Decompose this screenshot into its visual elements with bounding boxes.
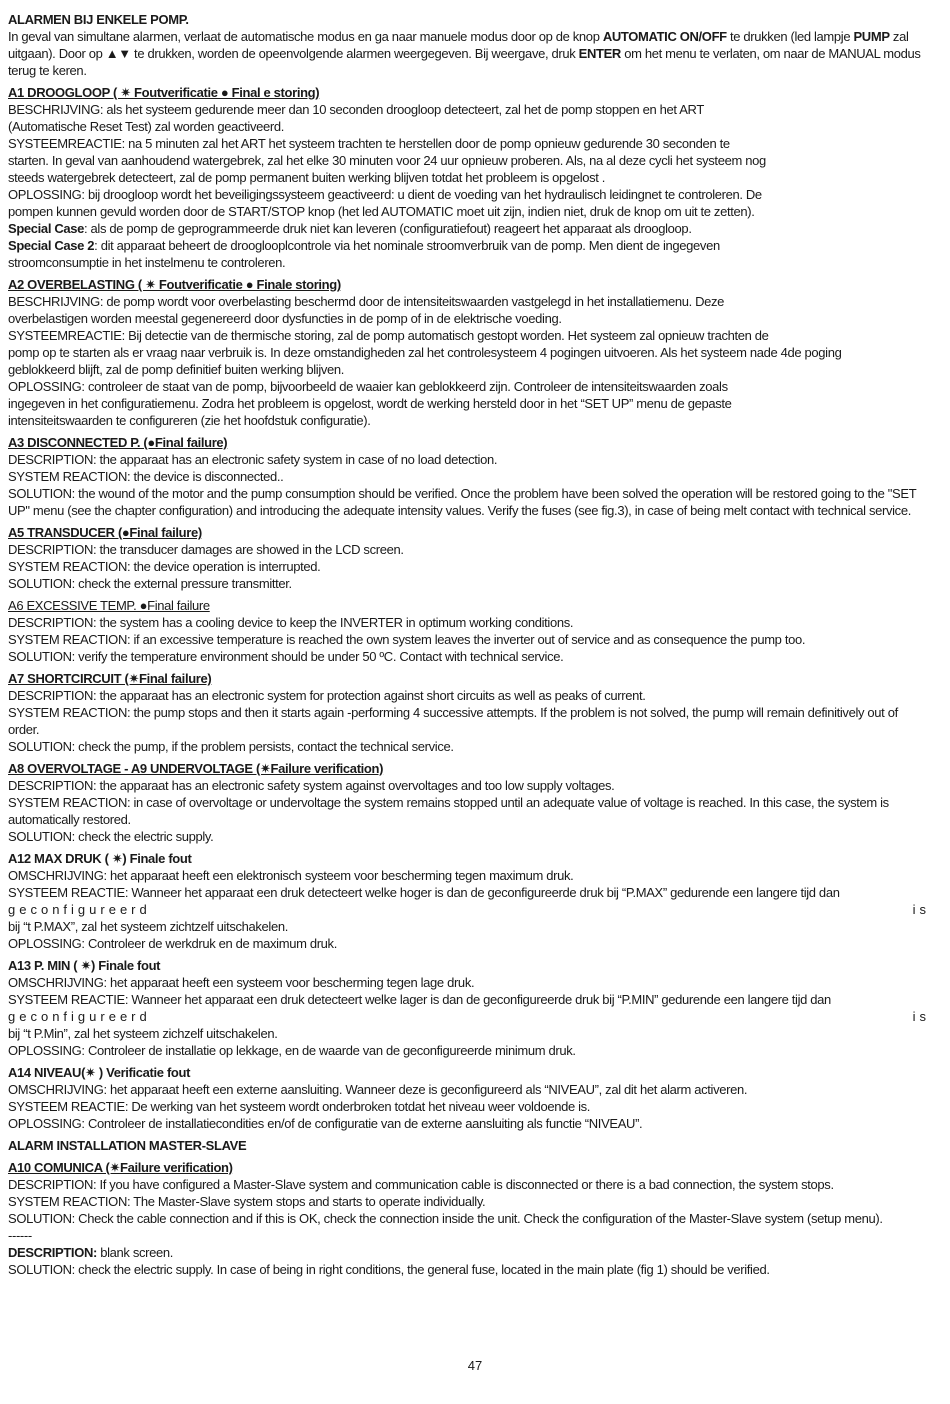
section-a13-heading: A13 P. MIN ( ✷) Finale fout [8,958,161,973]
description-text: blank screen. [96,1245,174,1260]
page-title: ALARMEN BIJ ENKELE POMP. [8,12,189,27]
a8-line: SYSTEM REACTION: in case of overvoltage or undervoltage the system remains stopped until an adequate value of voltage is reached. In this case, the system is automatically restored. [8,795,889,827]
a1-line: starten. In geval van aanhoudend watergebrek, zal het elke 30 minuten voor 24 uur opnieuw proberen. Als, na al deze cycli het systeem nog [8,153,766,168]
a1-line: BESCHRIJVING: als het systeem gedurende meer dan 10 seconden droogloop detecteert, zal het de pomp stoppen en het ART [8,102,704,117]
a14-line: OMSCHRIJVING: het apparaat heeft een externe aansluiting. Wanneer deze is geconfigureerd als “NIVEAU”, zal dit het alarm activeren. [8,1082,748,1097]
a1-special-case-1 [8,220,930,237]
section-a14 [8,1064,930,1132]
section-a2-heading: A2 OVERBELASTING ( ✷ Foutverificatie ● Finale storing) [8,277,341,292]
a6-line: SOLUTION: verify the temperature environment should be under 50 ºC. Contact with technical service. [8,649,564,664]
a2-line: BESCHRIJVING: de pomp wordt voor overbelasting beschermd door de intensiteitswaarden vastgelegd in het installatiemenu. Deze [8,294,725,309]
section-a10 [8,1159,930,1278]
master-slave-title: ALARM INSTALLATION MASTER-SLAVE [8,1138,247,1153]
a5-line: SYSTEM REACTION: the device operation is interrupted. [8,559,321,574]
section-a2 [8,276,930,429]
a2-line: overbelastigen worden meestal gegenereerd door dysfuncties in de pomp of in de elektrische voeding. [8,311,562,326]
a3-line: SYSTEM REACTION: the device is disconnected.. [8,469,284,484]
spread-word: geconfigureerd [8,1009,151,1024]
a1-line: pompen kunnen gevuld worden door de START/STOP knop (het led AUTOMATIC moet uit zijn, indien niet, druk de knop om uit te zetten). [8,204,755,219]
section-a12 [8,850,930,952]
a1-line: steeds watergebrek detecteert, zal de pomp permanent buiten werking blijven totdat het probleem is opgelost . [8,170,606,185]
a1-line: stroomconsumptie in het instelmenu te controleren. [8,255,286,270]
section-a6-heading: A6 EXCESSIVE TEMP. ●Final failure [8,598,210,613]
section-a3-heading: A3 DISCONNECTED P. (●Final failure) [8,435,228,450]
a3-line: SOLUTION: the wound of the motor and the pump consumption should be verified. Once the problem have been solved the operation will be restored going to the "SET UP" menu (see the chapter configuration) and introducing the adequate intensity values. Verify the fuses (see fig.3), in case of being melt contact with technical service. [8,486,917,518]
a2-line: ingegeven in het configuratiemenu. Zodra het probleem is opgelost, wordt de werking hersteld door in het “SET UP” menu de gepaste [8,396,732,411]
special-case-2-text: : dit apparaat beheert de drooglooplcontrole via het nominale stroomverbruik van de pomp. Men dient de ingegeven [94,238,720,253]
a2-line: OPLOSSING: controleer de staat van de pomp, bijvoorbeeld de waaier kan geblokkeerd zijn. Controleer de intensiteitswaarden zoals [8,379,728,394]
description-label: DESCRIPTION: [8,1245,97,1260]
a12-line: OMSCHRIJVING: het apparaat heeft een elektronisch systeem voor bescherming tegen maximum druk. [8,868,574,883]
a1-special-case-2 [8,237,930,254]
page-number: 47 [467,1358,483,1373]
a12-line: SYSTEEM REACTIE: Wanneer het apparaat een druk detecteert welke hoger is dan de geconfigureerde druk bij “P.MAX” gedurende een langere tijd dan [8,885,840,900]
section-a1 [8,84,930,271]
a1-line: OPLOSSING: bij droogloop wordt het beveiligingssysteem geactiveerd: u dient de voeding van het hydraulisch leidingnet te controleren. De [8,187,762,202]
section-master-slave [8,1137,930,1154]
spread-end: is [912,902,930,917]
a2-line: geblokkeerd blijft, zal de pomp definitief buiten werking blijven. [8,362,345,377]
special-case-2-label: Special Case 2 [8,238,95,253]
section-a7 [8,670,930,755]
section-a14-heading: A14 NIVEAU(✷ ) Verificatie fout [8,1065,191,1080]
section-a12-heading: A12 MAX DRUK ( ✷) Finale fout [8,851,192,866]
a10-line: SYSTEM REACTION: The Master-Slave system stops and starts to operate individually. [8,1194,486,1209]
a14-line: OPLOSSING: Controleer de installatiecondities en/of de configuratie van de externe aansluiting als functie “NIVEAU”. [8,1116,643,1131]
a6-line: SYSTEM REACTION: if an excessive temperature is reached the own system leaves the inverter out of service and as consequence the pump too. [8,632,806,647]
section-a8-a9 [8,760,930,845]
section-a13 [8,957,930,1059]
blank-screen-description [8,1244,930,1261]
intro-text-4: om het menu te verlaten, om naar de MANUAL modus terug te keren. [8,46,921,78]
spread-end: is [912,1009,930,1024]
section-a10-heading: A10 COMUNICA (✷Failure verification) [8,1160,233,1175]
section-a3 [8,434,930,519]
intro-bold-automatic: AUTOMATIC ON/OFF [602,29,727,44]
a14-line: SYSTEEM REACTIE: De werking van het systeem wordt onderbroken totdat het niveau weer voldoende is. [8,1099,591,1114]
blank-screen-solution: SOLUTION: check the electric supply. In case of being in right conditions, the general fuse, located in the main plate (fig 1) should be verified. [8,1262,770,1277]
a6-line: DESCRIPTION: the system has a cooling device to keep the INVERTER in optimum working conditions. [8,615,574,630]
section-a5-heading: A5 TRANSDUCER (●Final failure) [8,525,202,540]
a7-line: SYSTEM REACTION: the pump stops and then it starts again -performing 4 successive attempts. If the problem is not solved, the pump will remain definitively out of order. [8,705,898,737]
intro-paragraph [8,28,930,79]
a2-line: SYSTEEMREACTIE: Bij detectie van de thermische storing, zal de pomp automatisch gestopt worden. Het systeem zal opnieuw trachten de [8,328,769,343]
intro-text-3: zal uitgaan). Door op ▲▼ te drukken, worden de opeenvolgende alarmen weergegeven. Bij weergave, druk [8,29,909,61]
a1-line: (Automatische Reset Test) zal worden geactiveerd. [8,119,284,134]
a10-line: DESCRIPTION: If you have configured a Master-Slave system and communication cable is disconnected or there is a bad connection, the system stops. [8,1177,834,1192]
separator-line: ------ [8,1228,32,1243]
a7-line: DESCRIPTION: the apparaat has an electronic system for protection against short circuits as well as peaks of current. [8,688,646,703]
a13-line: SYSTEEM REACTIE: Wanneer het apparaat een druk detecteert welke lager is dan de geconfigureerde druk bij “P.MIN” gedurende een langere tijd dan [8,992,831,1007]
intro-text-1: In geval van simultane alarmen, verlaat de automatische modus en ga naar manuele modus door op de knop [8,29,603,44]
intro-bold-pump: PUMP [853,29,890,44]
a10-line: SOLUTION: Check the cable connection and if this is OK, check the connection inside the unit. Check the configuration of the Master-Slave system (setup menu). [8,1211,883,1226]
a5-line: SOLUTION: check the external pressure transmitter. [8,576,292,591]
a13-line: OPLOSSING: Controleer de installatie op lekkage, en de waarde van de geconfigureerde minimum druk. [8,1043,576,1058]
a12-justified-line [8,901,930,918]
a1-line: SYSTEEMREACTIE: na 5 minuten zal het ART het systeem trachten te herstellen door de pomp opnieuw gedurende 30 seconden te [8,136,730,151]
a13-line: OMSCHRIJVING: het apparaat heeft een systeem voor bescherming tegen lage druk. [8,975,475,990]
section-a7-heading: A7 SHORTCIRCUIT (✷Final failure) [8,671,212,686]
a2-line: intensiteitswaarden te configureren (zie het hoofdstuk configuratie). [8,413,371,428]
a3-line: DESCRIPTION: the apparaat has an electronic safety system in case of no load detection. [8,452,498,467]
a12-line: bij “t P.MAX”, zal het systeem zichtzelf uitschakelen. [8,919,288,934]
spread-word: geconfigureerd [8,902,151,917]
intro-bold-enter: ENTER [578,46,621,61]
section-a6 [8,597,930,665]
a13-justified-line [8,1008,930,1025]
intro-text-2: te drukken (led lampje [726,29,854,44]
a13-line: bij “t P.Min”, zal het systeem zichzelf uitschakelen. [8,1026,278,1041]
a12-line: OPLOSSING: Controleer de werkdruk en de maximum druk. [8,936,337,951]
document-page [8,11,930,1278]
a5-line: DESCRIPTION: the transducer damages are showed in the LCD screen. [8,542,404,557]
a8-line: DESCRIPTION: the apparaat has an electronic safety system against overvoltages and too low supply voltages. [8,778,615,793]
special-case-label: Special Case [8,221,85,236]
section-a8-heading: A8 OVERVOLTAGE - A9 UNDERVOLTAGE (✷Failure verification) [8,761,384,776]
section-a5 [8,524,930,592]
a8-line: SOLUTION: check the electric supply. [8,829,214,844]
section-a1-heading: A1 DROOGLOOP ( ✷ Foutverificatie ● Final e storing) [8,85,320,100]
a2-line: pomp op te starten als er vraag naar verbruik is. In deze omstandigheden zal het controlesysteem 4 pogingen uitvoeren. Als het systeem nade 4de poging [8,345,842,360]
a7-line: SOLUTION: check the pump, if the problem persists, contact the technical service. [8,739,454,754]
special-case-text: : als de pomp de geprogrammeerde druk niet kan leveren (configuratiefout) reageert het apparaat als droogloop. [84,221,692,236]
